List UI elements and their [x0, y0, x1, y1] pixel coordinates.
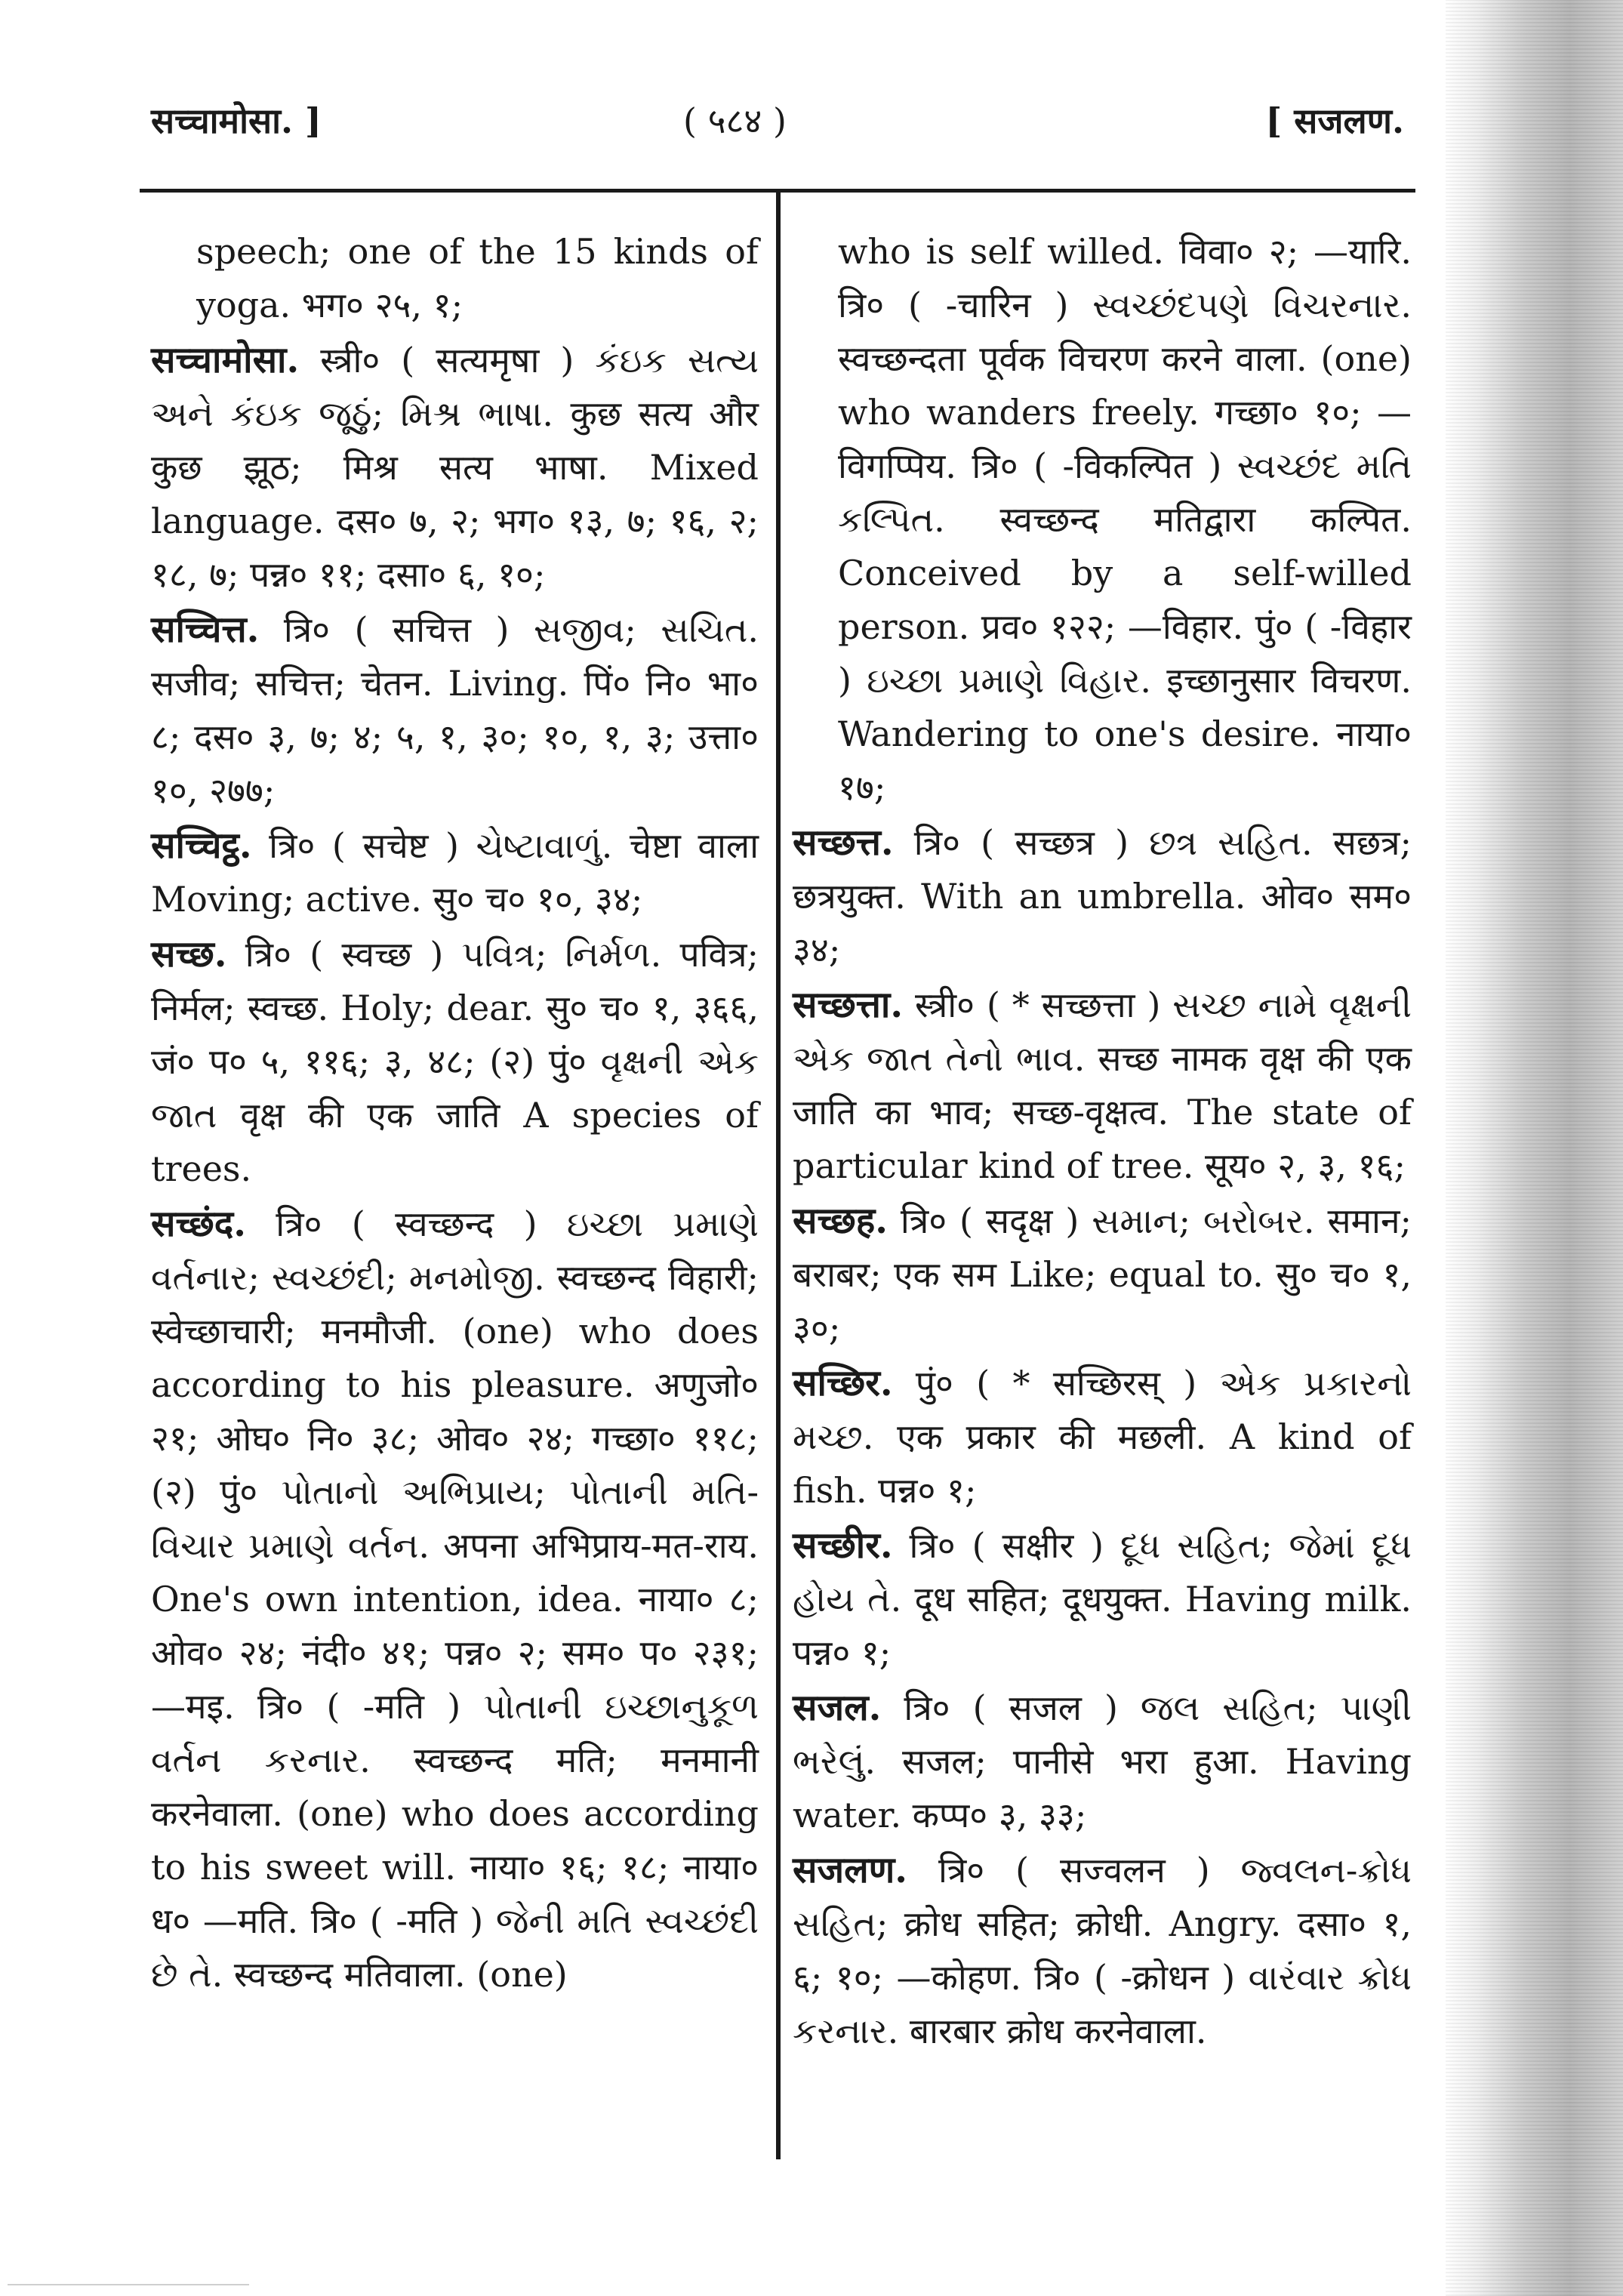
dictionary-entry: [151, 928, 759, 1196]
entry-text: त्रि० ( स्वच्छ ) પવિત્ર; નિર્મળ. पवित्र; निर्मल; स्वच्छ. Holy; dear. सु० च० १, ३६६, जं० प० ५, ११६; ३, ४८; (२) पुं० વૃક્ષની એક જાત वृक्ष की एक जाति A species of trees.: [151, 934, 759, 1189]
headword: सच्छत्त.: [793, 821, 894, 864]
entry-text: त्रि० ( सचित्त ) સજીવ; સચિત. सजीव; सचित्त; चेतन. Living. पिं० नि० भा० ८; दस० ३, ७; ४; ५, १, ३०; १०, १, ३; उत्ता० १०, २७७;: [151, 609, 759, 811]
right-column: [793, 225, 1412, 2060]
headword: सच्छ.: [151, 933, 227, 975]
entry-text: स्त्री० ( * सच्छत्ता ) સચ્છ નામે વૃક્ષની એક જાત તેનો ભાવ. सच्छ नामक वृक्ष की एक जाति का भाव; सच्छ-वृक्षत्व. The state of particular kind of tree. सूय० २, ३, १६;: [793, 985, 1412, 1186]
headword: सच्छिर.: [793, 1362, 893, 1404]
entry-text: पुं० ( * सच्छिरस् ) એક પ્રકારનો મચ્છ. एक प्रकार की मछली. A kind of fish. पन्न० १;: [793, 1363, 1412, 1511]
entry-text: त्रि० ( सदृक्ष ) સમાન; બરોબર. समान; बराबर; एक सम Like; equal to. सु० च० १, ३०;: [793, 1200, 1412, 1348]
dictionary-entry: [793, 1194, 1412, 1355]
dictionary-entry: [151, 334, 759, 602]
headword: सजल.: [793, 1687, 882, 1729]
entry-text: speech; one of the 15 kinds of yoga. भग० २५, १;: [196, 231, 759, 325]
entry-text: त्रि० ( स्वच्छन्द ) ઇચ્છા પ્રમાણે વર્તનાર; સ્વચ્છંદી; મનમોજી. स्वच्छन्द विहारी; स्वेच्छाचारी; मनमौजी. (one) who does according to his pleasure. अणुजो० २१; ओघ० नि० ३८; ओव० २४; गच्छा० ११८; (२) पुं० પોતાનો અભિપ્રાય; પોતાની મતિ-વિચાર પ્રમાણે વર્તન. अपना अभिप्राय-मत-राय. One's own intention, idea. नाया० ८; ओव० २४; नंदी० ४१; पन्न० २; सम० प० २३१; —मइ. त्रि० ( -मति ) પોતાની ઇચ્છાનુકૂળ વર્તન કરનાર. स्वच्छन्द मति; मनमानी करनेवाला. (one) who does according to his sweet will. नाया० १६; १८; नाया० ध० —मति. त्रि० ( -मति ) જેની મતિ સ્વચ્છંદી છે તે. स्वच्छन्द मतिवाला. (one): [151, 1203, 759, 1995]
dictionary-entry: [793, 978, 1412, 1193]
headword: सजलण.: [793, 1849, 908, 1891]
entry-text: who is self willed. विवा० २; —यारि. त्रि० ( -चारिन ) સ્વચ્છંદપણે વિચરનાર. स्वच्छन्दता पूर्वक विचरण करने वाला. (one) who wanders freely. गच्छा० १०; —विगप्पिय. त्रि० ( -विकल्पित ) સ્વચ્છંદ મતિ કલ્પિત. स्वच्छन्द मतिद्वारा कल्पित. Conceived by a self-willed person. प्रव० १२२; —विहार. पुं० ( -विहार ) ઇચ્છા પ્રમાણે વિહાર. इच्छानुसार विचरण. Wandering to one's desire. नाया० १७;: [838, 231, 1412, 808]
entry-text: त्रि० ( सचेष्ट ) ચેષ્ટાવાળું. चेष्टा वाला Moving; active. सु० च० १०, ३४;: [151, 825, 759, 920]
entry-text: त्रि० ( सजल ) જલ સહિત; પાણી ભરેલું. सजल; पानीसे भरा हुआ. Having water. कप्प० ३, ३३;: [793, 1687, 1412, 1835]
page-header: [151, 97, 1404, 157]
headword: सच्छह.: [793, 1200, 888, 1242]
entry-text: त्रि० ( सच्छत्र ) છત્ર સહિત. सछत्र; छत्रयुक्त. With an umbrella. ओव० सम० ३४;: [793, 822, 1412, 970]
dictionary-entry: [151, 225, 759, 332]
headword: सच्छत्ता.: [793, 984, 904, 1026]
headword: सच्छंद.: [151, 1203, 246, 1245]
page-number: ( ५८४ ): [683, 100, 787, 141]
dictionary-entry: [151, 603, 759, 818]
headword: सच्चामोसा.: [151, 339, 300, 381]
headword: सच्चित्त.: [151, 609, 260, 651]
header-right-guideword: [ सजलण.: [1265, 100, 1404, 141]
dictionary-entry: [793, 816, 1412, 977]
dictionary-entry: [793, 1357, 1412, 1518]
dictionary-entry: [151, 1197, 759, 2002]
dictionary-entry: [151, 819, 759, 926]
headword: सच्चिट्ठ.: [151, 824, 252, 867]
dictionary-entry: [793, 1519, 1412, 1680]
entry-text: त्रि० ( सज्वलन ) જ્વલન-ક્રોધ સહિત; क्रोध सहित; क्रोधी. Angry. दसा० १, ६; १०; —कोहण. त्रि० ( -क्रोधन ) વારંવાર ક્રોધ કરનાર. बारबार क्रोध करनेवाला.: [793, 1850, 1412, 2051]
scan-artifact-line: [8, 2284, 249, 2285]
dictionary-entry: [793, 1681, 1412, 1842]
dictionary-entry: [793, 225, 1412, 815]
dictionary-entry: [793, 1844, 1412, 2058]
headword: सच्छीर.: [793, 1524, 893, 1567]
entry-text: त्रि० ( सक्षीर ) દૂધ સહિત; જેમાં દૂધ હોય તે. दूध सहित; दूधयुक्त. Having milk. पन्न० १;: [793, 1525, 1412, 1673]
header-left-guideword: सच्चामोसा. ]: [151, 100, 322, 141]
entry-text: स्त्री० ( सत्यमृषा ) કંઇક સત્ય અને કંઇક જૂઠું; મિશ્ર ભાષા. कुछ सत्य और कुछ झूठ; मिश्र सत्य भाषा. Mixed language. दस० ७, २; भग० १३, ७; १६, २; १८, ७; पन्न० ११; दसा० ६, १०;: [151, 340, 759, 595]
column-divider: [776, 189, 781, 2159]
left-column: [151, 225, 759, 2003]
page-edge-shadow: [1446, 0, 1623, 2296]
